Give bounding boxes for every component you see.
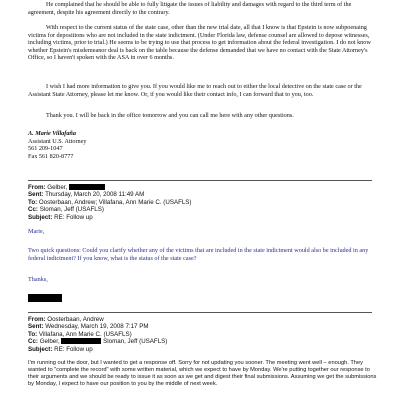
signature-name: A. Marie Villafaña [28,130,76,137]
signature-block [28,130,86,160]
email-sent: Wednesday, March 19, 2008 7:17 PM [45,323,149,331]
email-to-row: To: Oosterbaan, Andrew; Villafana, Ann Marie C. (USAFLS) [28,198,192,206]
letter-paragraph-3: I wish I had more information to give you. If you would like me to reach out to either the local detective on the state case or the Assistant State Attorney, please let me know. Or, if you would like their contact info, I can forward that to you, too. [28,83,362,98]
redacted-signature [28,294,62,302]
email-cc: Sloman, Jeff (USAFLS) [39,206,104,214]
email-subject: RE: Follow up [54,345,93,353]
letter-paragraph-2: With respect to the current status of the state case, other than the new trial date, all that I know is that Epstein is now subpoenaing victims for depositions who are not included in the state indictment. (Under Florida law, defense counsel are allowed to depose witnesses, including victims, prior to trial.) He seems to be trying to use that process to get information about the federal investigation. I do not know whether Epstein's misdemeanor deal is back on the table because the defense demanded that we have no contact with the State Attorney's Office, so I haven't spoken with the ASA in over 6 months. [28,24,371,62]
redaction-box [61,338,101,344]
letter-paragraph-1: He complained that he should be able to fully litigate the issues of liability and damages with regard to the third term of the agreement, despite his agreement directly to the contrary. [28,1,352,16]
email1-body: Two quick questions: Could you clarify whether any of the victims that are included in the state indictment would also be included in any federal indictment? If you know, what is the status of the state case? [28,247,369,262]
email1-greeting: Marie, [28,228,45,235]
letter-paragraph-4: Thank you. I will be back in the office tomorrow and you can call me here with any other questions. [46,112,294,119]
email-cc: Sloman, Jeff (USAFLS) [103,338,168,346]
email-sent-row: Sent: Thursday, March 20, 2008 11:49 AM [28,191,145,199]
email-to: Oosterbaan, Andrew; Villafana, Ann Marie C. (USAFLS) [38,198,192,206]
signature-fax: Fax 561 820-8777 [28,152,74,160]
email1-closing: Thanks, [28,276,48,283]
email-from: Gelber, [47,184,68,191]
email-subject-row: Subject: RE: Follow up [28,213,93,221]
email-to: Villafana, Ann Marie C. (USAFLS) [38,330,132,338]
email-sent: Thursday, March 20, 2008 11:49 AM [45,191,145,199]
signature-title: Assistant U.S. Attorney [28,137,87,145]
divider-line [28,312,372,313]
email-subject-row: Subject: RE: Follow up [28,345,93,353]
email-from: Oosterbaan, Andrew [47,316,104,323]
divider-line [28,180,372,181]
email-to-row: To: Villafana, Ann Marie C. (USAFLS) [28,330,132,338]
email-from-row: From: Gelber, [28,184,378,191]
email2-body: I'm running out the door, but I wanted to get a response off. Sorry for not updating you sooner. The meeting went well – enough. They wanted to "complete the record" with some written material, which we expect to have by Monday. We're putting together our response to their arguments and we should be ready to issue it as soon as we get and digest their final submissions. Assuming we get the submissions by Monday, I expect to have our position to you by the middle of next week. [28,360,377,387]
email-cc-row: Cc: Sloman, Jeff (USAFLS) [28,206,104,214]
email-header-2 [28,316,378,353]
email-sent-row: Sent: Wednesday, March 19, 2008 7:17 PM [28,323,149,331]
email-cc: Gelber, [39,338,60,346]
signature-phone: 561 209-1047 [28,145,63,153]
email-subject: RE: Follow up [54,213,93,221]
email-header-1 [28,184,378,221]
redaction-box [69,184,105,190]
email-cc-row: Cc: Gelber, Sloman, Jeff (USAFLS) [28,338,168,346]
email-from-row: From: Oosterbaan, Andrew [28,316,104,323]
